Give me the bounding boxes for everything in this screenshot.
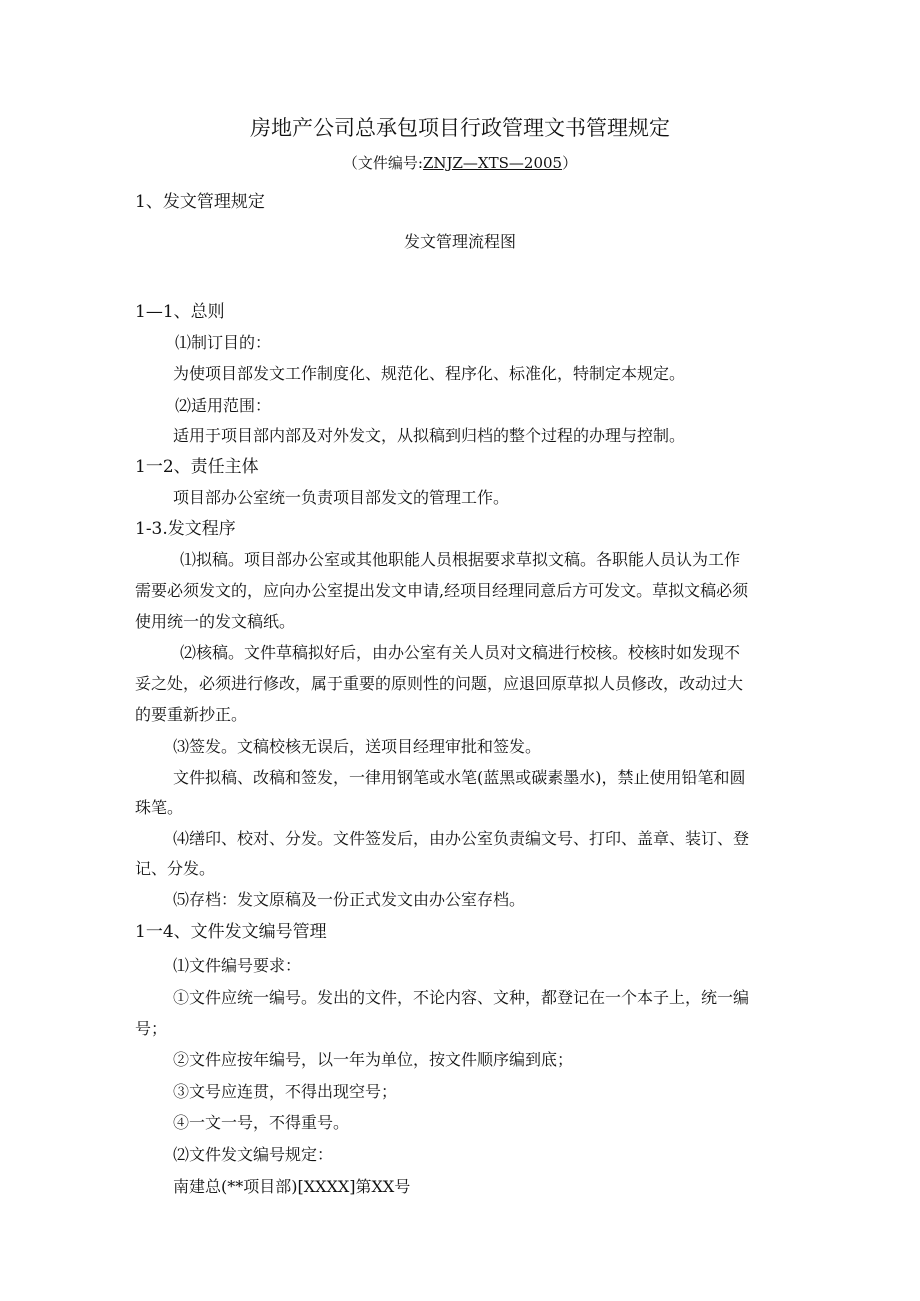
purpose-text: 为使项目部发文工作制度化、规范化、程序化、标准化，特制定本规定。 xyxy=(173,364,686,383)
scope-text: 适用于项目部内部及对外发文，从拟稿到归档的整个过程的办理与控制。 xyxy=(173,426,686,445)
numbering-rule-1-line-1: ①文件应统一编号。发出的文件，不论内容、文种，都登记在一个本子上，统一编 xyxy=(173,988,750,1007)
procedure-item-1-line-3: 使用统一的发文稿纸。 xyxy=(135,612,296,631)
procedure-item-1-line-1: ⑴拟稿。项目部办公室或其他职能人员根据要求草拟文稿。各职能人员认为工作 xyxy=(180,550,741,569)
numbering-format-example: 南建总(**项目部)[XXXX]第XX号 xyxy=(173,1177,411,1196)
numbering-rule-4: ④一文一号，不得重号。 xyxy=(173,1113,350,1132)
purpose-label: ⑴制订目的： xyxy=(175,333,272,352)
procedure-item-1-line-2: 需要必须发文的，应向办公室提出发文申请,经项目经理同意后方可发文。草拟文稿必须 xyxy=(135,581,749,600)
procedure-note-line-1: 文件拟稿、改稿和签发，一律用钢笔或水笔(蓝黑或碳素墨水)，禁止使用铅笔和圆 xyxy=(173,768,746,787)
file-number-code: ZNJZ—XTS—2005 xyxy=(422,154,563,172)
file-number xyxy=(0,152,920,174)
numbering-requirements-label: ⑴文件编号要求： xyxy=(173,956,302,975)
numbering-rule-2: ②文件应按年编号，以一年为单位，按文件顺序编到底； xyxy=(173,1050,574,1069)
responsibility-text: 项目部办公室统一负责项目部发文的管理工作。 xyxy=(173,488,510,507)
flowchart-caption: 发文管理流程图 xyxy=(403,232,516,251)
section-1-3-heading: 1-3.发文程序 xyxy=(135,519,236,539)
file-number-prefix: （文件编号: xyxy=(342,154,423,172)
procedure-item-3: ⑶签发。文稿校核无误后，送项目经理审批和签发。 xyxy=(173,737,542,756)
section-1-1-heading: 1—1、总则 xyxy=(135,302,225,322)
section-1-2-heading: 1一2、责任主体 xyxy=(135,457,259,477)
section-1-heading: 1、发文管理规定 xyxy=(135,192,265,212)
procedure-item-2-line-3: 的要重新抄正。 xyxy=(135,705,248,724)
file-number-suffix: ） xyxy=(562,154,578,172)
procedure-note-line-2: 珠笔。 xyxy=(135,798,184,817)
numbering-rule-3: ③文号应连贯，不得出现空号； xyxy=(173,1082,398,1101)
procedure-item-2-line-2: 妥之处，必须进行修改，属于重要的原则性的问题，应退回原草拟人员修改，改动过大 xyxy=(135,674,744,693)
procedure-item-4-line-1: ⑷缮印、校对、分发。文件签发后，由办公室负责编文号、打印、盖章、装订、登 xyxy=(173,829,750,848)
procedure-item-2-line-1: ⑵核稿。文件草稿拟好后，由办公室有关人员对文稿进行校核。校核时如发现不 xyxy=(180,643,741,662)
numbering-format-label: ⑵文件发文编号规定： xyxy=(173,1145,334,1164)
section-1-4-heading: 1一4、文件发文编号管理 xyxy=(135,922,327,942)
procedure-item-4-line-2: 记、分发。 xyxy=(135,859,216,878)
procedure-item-5: ⑸存档：发文原稿及一份正式发文由办公室存档。 xyxy=(173,890,526,909)
document-title: 房地产公司总承包项目行政管理文书管理规定 xyxy=(250,116,670,140)
scope-label: ⑵适用范围： xyxy=(175,396,272,415)
numbering-rule-1-line-2: 号； xyxy=(135,1019,168,1038)
